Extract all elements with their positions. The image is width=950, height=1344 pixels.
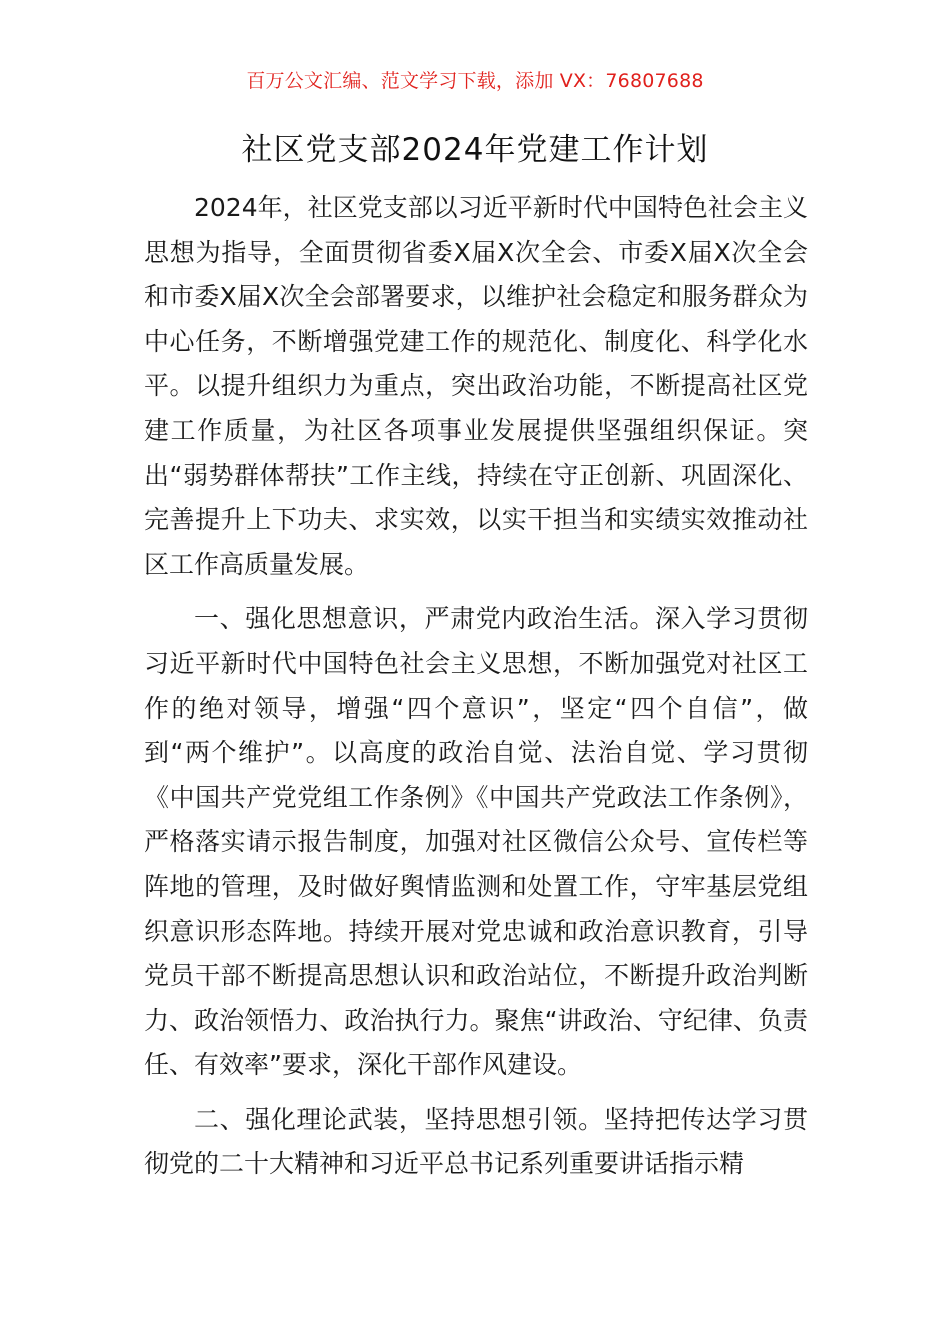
document-body [144, 186, 808, 1197]
document-title: 社区党支部2024年党建工作计划 [241, 132, 709, 168]
section-one-paragraph: 一、强化思想意识，严肃党内政治生活。深入学习贯彻习近平新时代中国特色社会主义思想，不断加强党对社区工作的绝对领导，增强“四个意识”，坚定“四个自信”，做到“两个维护”。以高度的政治自觉、法治自觉、学习贯彻《中国共产党党组工作条例》《中国共产党政法工作条例》，严格落实请示报告制度，加强对社区微信公众号、宣传栏等阵地的管理，及时做好舆情监测和处置工作，守牢基层党组织意识形态阵地。持续开展对党忠诚和政治意识教育，引导党员干部不断提高思想认识和政治站位，不断提升政治判断力、政治领悟力、政治执行力。聚焦“讲政治、守纪律、负责任、有效率”要求，深化干部作风建设。 [144, 604, 808, 1080]
intro-paragraph: 2024年，社区党支部以习近平新时代中国特色社会主义思想为指导，全面贯彻省委X届X次全会、市委X届X次全会和市委X届X次全会部署要求，以维护社会稳定和服务群众为中心任务，不断增强党建工作的规范化、制度化、科学化水平。以提升组织力为重点，突出政治功能，不断提高社区党建工作质量，为社区各项事业发展提供坚强组织保证。突出“弱势群体帮扶”工作主线，持续在守正创新、巩固深化、完善提升上下功夫、求实效，以实干担当和实绩实效推动社区工作高质量发展。 [144, 193, 808, 579]
section-two-paragraph: 二、强化理论武装，坚持思想引领。坚持把传达学习贯彻党的二十大精神和习近平总书记系列重要讲话指示精 [144, 1104, 808, 1179]
download-banner: 百万公文汇编、范文学习下载，添加 VX：76807688 [246, 70, 704, 92]
